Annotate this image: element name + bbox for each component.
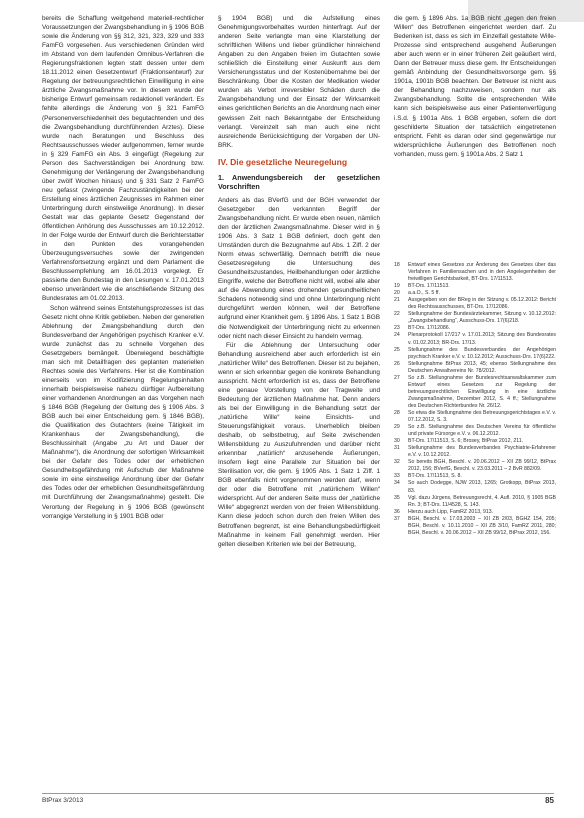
footnote-text: Stellungnahme des Bundesverbandes der Angehörigen psychisch Kranker e.V. v. 10.12.2012; Ausschuss-Drs. 17(6)222.: [408, 346, 556, 360]
section-heading: IV. Die gesetzliche Neuregelung: [218, 156, 348, 167]
footnote-number: 22: [394, 311, 400, 318]
footnote: [394, 283, 556, 290]
footnote: [394, 410, 556, 424]
subsection-number: 1.: [218, 172, 224, 182]
footnote: [394, 516, 556, 537]
footnote-number: 37: [394, 515, 400, 522]
footer-rule: [42, 793, 554, 794]
footnote-text: BT-Drs. 17/12086.: [408, 325, 451, 332]
footnote-text: So etwa die Stellungnahme des Betreuungsgerichtstages e.V. v. 07.12.2012, S. 3.: [408, 409, 556, 424]
page-number: 85: [545, 796, 554, 805]
subsection-title: Anwendungsbereich der gesetzlichen Vorschriften: [218, 172, 380, 191]
footnote-number: 19: [394, 283, 400, 290]
footnote-number: 18: [394, 262, 400, 268]
footnote: [394, 375, 556, 410]
footnote-number: 34: [394, 480, 400, 487]
footnote-text: So bereits BGH, Beschl. v. 20.06.2012 – XII ZB 99/12, BtPrax 2012, 156; BVerfG, Beschl. v. 23.03.2011 – 2 BvR 882/09.: [408, 459, 556, 473]
footnote: [394, 262, 556, 283]
footnote-text: So z.B. Stellungnahme des Deutschen Vereins für öffentliche und private Fürsorge e.V. v. 06.12.2012.: [408, 424, 556, 438]
footnote: [394, 459, 556, 473]
footnote-number: 29: [394, 424, 400, 431]
footnote-text: BT-Drs. 17/11513, S. 6; Brosey, BtPrax 2012, 211.: [408, 438, 524, 445]
footnotes: [394, 262, 556, 537]
footnote-number: 32: [394, 459, 400, 466]
footnote-number: 27: [394, 374, 400, 381]
column-right: [394, 14, 556, 159]
journal-issue: BtPrax 3/2013: [42, 797, 84, 804]
footnote-text: So z.B. Stellungnahme der Bundesrechtsanwaltskammer zum Entwurf eines Gesetzes zur Regelung der betreuungsrechtlichen Einwilligung in eine ärztliche Zwangsmaßnahme, Dezember 2012, S. 4 ff.; Stellungnahme des Deutschen Richterbundes Nr. 26/12.: [408, 374, 556, 409]
footnote: [394, 347, 556, 361]
footnote-text: Hierzu auch Lipp, FamRZ 2013, 913.: [408, 508, 494, 515]
footnote-number: 24: [394, 332, 400, 339]
footnote-number: 20: [394, 290, 400, 297]
footnote: [394, 297, 556, 311]
footnote-text: BT-Drs. 17/11513, S. 8.: [408, 473, 462, 480]
footnote: [394, 473, 556, 480]
paragraph: Für die Ablehnung der Untersuchung oder Behandlung ausreichend aber auch erforderlich ist ein „natürlicher Wille“ des Betroffenen. Dieser ist zu bejahen, wenn er sich erkennbar gegen die konkrete Behandlung ausspricht. Nicht erforderlich ist es, dass der Betroffene eine genaue Vorstellung von der Tragweite und Bedeutung der ärztlichen Maßnahme hat. Denn anders als bei der Einwilligung in die Behandlung setzt der „natürliche Wille“ keine Einsichts- und Steuerungsfähigkeit voraus. Unerheblich bleiben deshalb, ob selbstbetrug, auf Seite zwischenden Willensbildung zu Auszufuhrenden und darüber nicht erkennbar „natürlich“ anzusehende Äußerungen, Insofern liegt eine Parallele zur Situation bei der Sterilisation vor, die gem. § 1905 Abs. 1 Satz 1 Ziff. 1 BGB ebenfalls nicht vorgenommen werden darf, wenn der oder die Betroffene mit „natürlichem Willen“ widerspricht. Auf der anderen Seite muss der „natürliche Wille“ abgegrenzt werden von der freien Willensbildung. Kann diese jedoch schon durch den freien Willen des Betroffenen begrenzt, ist eine Behandlungsbedürftigkeit Maßnahme in keinem Fall genehmigt werden. Hier gelten dieselben Kriterien wie bei der Betreuung,: [218, 341, 380, 548]
footnote-number: 28: [394, 409, 400, 416]
column-left: [42, 14, 204, 521]
footnote-number: 35: [394, 494, 400, 501]
footnote: [394, 438, 556, 445]
footnote-number: 36: [394, 508, 400, 515]
subsection-heading: [218, 173, 380, 191]
footnote-text: Plenarprotokoll 17/217 v. 17.01.2013; Sitzung des Bundesrates v. 01.02.2013; BR-Drs. 17/13.: [408, 332, 556, 346]
paragraph: § 1904 BGB) und die Aufstellung eines Genehmigungsvorbehaltes wurden hinterfragt. Auf der anderen Seite verlangte man eine Klarstellung der schriftlichen Willens und lieber gründlicher hinreichend Angaben zu den Angaben freien im Gutachten sowie schließlich die Einstellung einer Auskunft aus dem Versicherungsstatus und der Kostenübernahme bei der Beschränkung. Über die Kosten der Medikation wieder wurden als Verbot irreversibler Schäden durch die Zwangsbehandlung und der Einsatz der Wirksamkeit eines gerichtlichen Berichts an die Anordnung nach einer gewissen Zeit nach Bekanntgabe der Entscheidung verlangt. Vereinzelt sah man auch eine nicht ausreichende Berücksichtigung der Vorgaben der UN-BRK.: [218, 15, 380, 149]
footnote: [394, 311, 556, 325]
footnote-text: BGH, Beschl. v. 17.03.2003 – XII ZB 2/03, BGHZ 154, 205; BGH, Beschl. v. 10.11.2010 – XII ZB 3/10, FamRZ 2011, 280; BGH, Beschl. v. 20.06.2012 – XII ZB 99/12, BtPrax 2012, 156.: [408, 515, 556, 536]
footnote: [394, 480, 556, 494]
footnote-text: So auch Dodegge, NJW 2013, 1265; Grotkopp, BtPrax 2013, 83.: [408, 480, 556, 494]
column-middle: [218, 14, 380, 549]
footnote-number: 25: [394, 346, 400, 353]
footnote-number: 26: [394, 360, 400, 367]
footnote: [394, 495, 556, 509]
footnote-number: 23: [394, 325, 400, 332]
footnote-text: Ausgegeben von der BReg in der Sitzung v. 05.12.2012: Bericht des Rechtsausschusses, BT-Drs. 17/12086.: [408, 297, 556, 311]
paragraph: Schon während seines Entstehungsprozesses ist das Gesetz nicht ohne Kritik geblieben. Neben der generellen Ablehnung der Zwangsbehandlung durch den Bundesverband der Angehörigen psychisch Kranker e.V. wurde zunächst das zu schnelle Vorgehen des Gesetzgebers bemängelt. Überwiegend beschäftigte man sich mit Detailfragen des geplanten materiellen Rechtes sowie des Verfahrens. Hier ist die Kombination einerseits von im Kodifizierung Regelungsinhalten innerhalb beispielsweise nahezu dürftiger Aufbereitung einer vorhandenen Anordnungen an das Vorgehen nach § 1846 BGB (Regelung der Geltung des § 1906 Abs. 3 BGB auch bei einer Entscheidung gem. § 1846 BGB), die Qualifikation des Gutachters (keine Tätigkeit im Krankenhaus der Zwangsbehandlung), die Beschlussinhalt (Angabe „zu Art und Dauer der Maßnahme“), die Anordnung der sofortigen Wirksamkeit bei der Gefahr des Todes oder der erheblichen Gesundheitsgefährdung mit Aufschub der Maßnahme sowie im eine einstweilige Anordnung über der Gefahr des Todes oder der erheblichen Gesundheitsgefährdung mit Durchführung der Zwangsmaßnahme) gestellt. Die Verortung der Regelung in § 1906 BGB (gewünscht vorrangige Verstellung in § 1901 BGB oder: [42, 304, 205, 520]
paragraph: bereits die Schaffung weitgehend materiell-rechtlicher Voraussetzungen der Zwangsbehandlung in § 1906 BGB sowie die Änderung von §§ 312, 321, 323, 329 und 333 FamFG vorgesehen. Aus verschiedenen Gründen wird im Abstand von dem laufenden Omnibus-Verfahren die Regierungsfraktionen legten statt dessen unter dem 18.11.2012 einen Gesetzentwurf (Fraktionsentwurf) zur Regelung der betreuungsrechtlichen Einwilligung in eine ärztliche Zwangsmaßnahme vor. In diesem wurde der bisherige Entwurf gemeinsam redaktionell verändert. Es fehlte allerdings die Änderung von § 321 FamFG (Personenverschiedenheit des begutachtenden und des die Zwangsbehandlung durchführenden Arztes). Diese wurde nach Beratungen und Beschluss des Rechtsausschusses wieder aufgenommen, ferner wurde in § 329 FamFG ein Abs. 3 eingefügt (Regelung zur Person des Sachverständigen bei Anordnung bzw. Genehmigung der Verlängerung der Zwangsbehandlung über zwölf Wochen hinaus) und § 331 Satz 2 FamFG neu gefasst (zwingende Fachzuständigkeiten bei der Erstellung eines ärztlichen Zeugnisses im Rahmen einer Unterbringung durch einstweilige Anordnung). In dieser Gestalt war das geplante Gesetz Gegenstand der öffentlichen Anhörung des Ausschusses am 10.12.2012. In der Folge wurde der Entwurf durch die Berichterstatter in den Punkten des vorangehenden Überzeugungsversuches sowie der zwingenden Verfahrensfortsetzung ergänzt und dem Parlament die Beschlussempfehlung am 16.01.2013 vorgelegt. Er passierte den Bundestag in den Lesungen v. 17.01.2013 ebenso unverändert wie die anschließende Sitzung des Bundesrates am 01.02.2013.: [42, 15, 204, 303]
footnote-text: Entwurf eines Gesetzes zur Änderung des Gesetzes über das Verfahren in Familiensachen und in den Angelegenheiten der freiwilligen Gerichtsbarkeit, BT-Drs. 17/11513.: [408, 262, 556, 283]
footnote-number: 31: [394, 445, 400, 452]
footnote-text: Stellungnahme des Bundesverbandes Psychiatrie-Erfahrener e.V. v. 10.12.2012.: [408, 445, 556, 459]
footnote-text: BT-Drs. 17/11513.: [408, 283, 450, 290]
footnote-number: 21: [394, 297, 400, 304]
footnote: [394, 290, 556, 297]
footnote-number: 30: [394, 438, 400, 445]
paragraph: Anders als das BVerfG und der BGH verwendet der Gesetzgeber den verkannten Begriff der Zwangsbehandlung nicht. Er wurde eben neuen, nämlich den der ärztlichen Zwangsmaßnahme. Dieser wird in § 1906 Abs. 3 Satz 1 BGB definiert, doch geht den Umständen durch die Bezugnahme auf Abs. 1 Ziff. 2 der Norm etwas schwerfällig. Demnach betrifft die neue Gesetzesregelung die Untersuchung des Gesundheitszustandes, Heilbehandlungen oder ärztliche Eingriffe, welche der Betroffene nicht will, wobei alle aber auf die Abwendung eines drohenden gesundheitlichen Schadens notwendig sind und ohne Unterbringung nicht durchgeführt werden können, weil der Betroffene aufgrund einer Krankheit gem. § 1896 Abs. 1 Satz 1 BGB die Notwendigkeit der Unterbringung nicht zu erkennen oder nicht nach dieser Einsicht zu handeln vermag.: [218, 196, 380, 340]
footnote-text: a.a.O., S. 5 ff.: [408, 290, 440, 297]
footnote: [394, 445, 556, 459]
footnote: [394, 424, 556, 438]
footnote: [394, 332, 556, 346]
footnote-text: Stellungnahme BtPrax 2013, 45; ebenso Stellungnahme des Deutschen Anwaltvereins Nr. 78/2012.: [408, 360, 556, 374]
footnote-text: Vgl. dazu Jürgens, Betreuungsrecht, 4. Aufl. 2010, § 1905 BGB Rn. 3; BT-Drs. 11/4528, S. 143.: [408, 494, 556, 508]
footnote: [394, 509, 556, 516]
footnote-number: 33: [394, 473, 400, 480]
footnote: [394, 325, 556, 332]
paragraph: die gem. § 1896 Abs. 1a BGB nicht „gegen den freien Willen“ des Betroffenen eingerichtet werden darf. Zu Bedenken ist, dass es sich im Einzelfall gestaltete Wille-Prozesse sind entsprechend ausgehend Äußerungen aber auch wenn er in einer früheren Zeit geäußert wird, Dann der Betreuer muss diese gem. Ihr Entscheidungen gemäß Anbindung der Gesundheitsvorsorge gem. §§ 1901a, 1901b BGB beachten. Der Betreuer ist nicht aus der Behandlung nachzuweisen, sondern nur als Zwangsbehandlung. Sollte die entsprechenden Wille kann sich beispielsweise aus einer Patientenverfügung i.S.d. § 1901a Abs. 1 BGB ergeben, sofern die dort geschilderte Situation der tatsächlich eingetretenen entspricht. Fehlt es daran oder sind gegenwärtige nur widersprüchliche Äußerungen des Betroffenen noch vorhanden, muss gem. § 1901a Abs. 2 Satz 1: [394, 15, 556, 158]
footnote-text: Stellungnahme der Bundesärztekammer, Sitzung v. 10.12.2012: „Zwangsbehandlung“, Ausschuss-Drs. 17(6)218.: [408, 311, 556, 325]
footnote: [394, 361, 556, 375]
